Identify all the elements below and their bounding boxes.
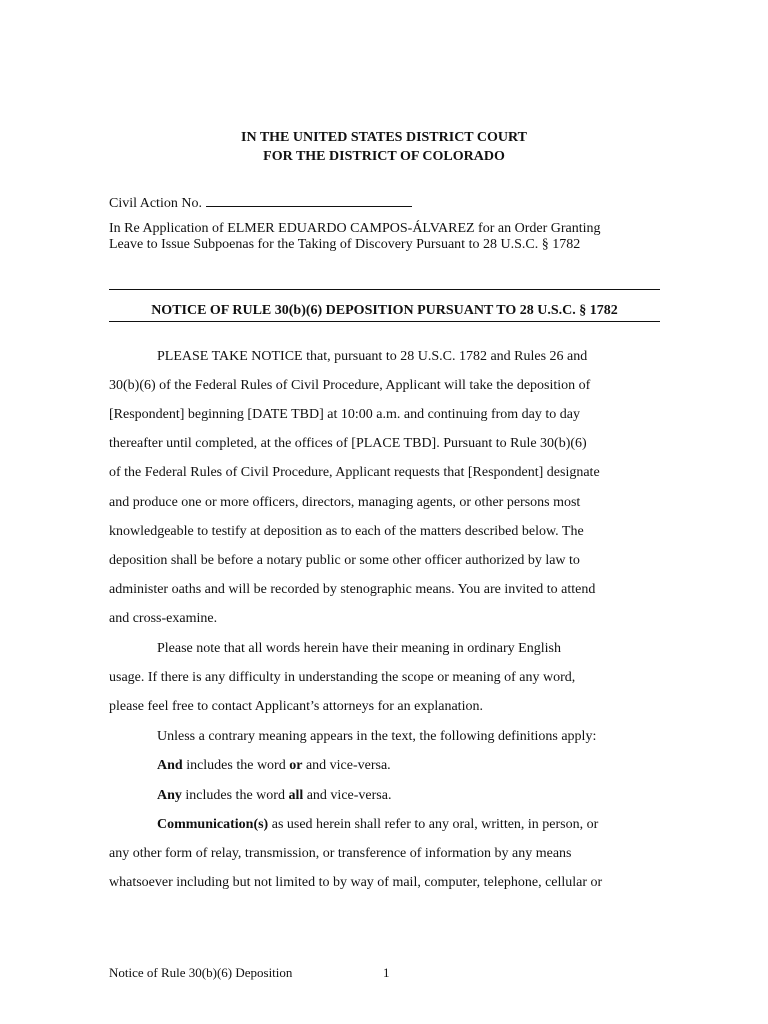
body-line: any other form of relay, transmission, or transference of information by any means [109, 846, 572, 861]
court-name-line-2: FOR THE DISTRICT OF COLORADO [263, 149, 505, 164]
body-line: and produce one or more officers, directors, managing agents, or other persons most [109, 495, 581, 510]
civil-action-label: Civil Action No. [109, 196, 202, 211]
in-re-line-1: In Re Application of ELMER EDUARDO CAMPOS-ÁLVAREZ for an Order Granting [109, 221, 601, 236]
body-line: deposition shall be before a notary public or some other officer authorized by law to [109, 553, 580, 568]
body-line: PLEASE TAKE NOTICE that, pursuant to 28 U.S.C. 1782 and Rules 26 and [157, 349, 588, 364]
body-line: Unless a contrary meaning appears in the text, the following definitions apply: [157, 729, 597, 744]
body-line: of the Federal Rules of Civil Procedure, Applicant requests that [Respondent] designate [109, 465, 600, 480]
definition-text: and vice-versa. [303, 788, 392, 803]
defined-term: all [288, 788, 304, 803]
body-line: administer oaths and will be recorded by stenographic means. You are invited to attend [109, 582, 596, 597]
page-number: 1 [383, 965, 390, 980]
definition-text: includes the word [181, 788, 289, 803]
title-rule-top [109, 289, 660, 290]
footer-label: Notice of Rule 30(b)(6) Deposition [109, 965, 293, 980]
body-line: and cross-examine. [109, 611, 218, 626]
definition-text: and vice-versa. [302, 758, 391, 773]
civil-action-number-blank [206, 192, 412, 207]
body-line: 30(b)(6) of the Federal Rules of Civil Procedure, Applicant will take the deposition of [109, 378, 591, 393]
body-line: usage. If there is any difficulty in understanding the scope or meaning of any word, [109, 670, 576, 685]
title-rule-bottom [109, 321, 660, 322]
defined-term: Any [157, 788, 182, 803]
definition-any [157, 788, 391, 804]
defined-term: And [157, 758, 183, 773]
definition-communications [157, 817, 598, 833]
court-name-line-1: IN THE UNITED STATES DISTRICT COURT [241, 130, 527, 145]
definition-text: as used herein shall refer to any oral, written, in person, or [268, 817, 599, 832]
body-line: whatsoever including but not limited to by way of mail, computer, telephone, cellular or [109, 875, 603, 890]
in-re-line-2: Leave to Issue Subpoenas for the Taking of Discovery Pursuant to 28 U.S.C. § 1782 [109, 237, 581, 252]
body-line: please feel free to contact Applicant’s attorneys for an explanation. [109, 699, 483, 714]
defined-term: Communication(s) [157, 817, 269, 832]
civil-action-line [109, 192, 412, 212]
definition-text: includes the word [182, 758, 290, 773]
notice-title: NOTICE OF RULE 30(b)(6) DEPOSITION PURSUANT TO 28 U.S.C. § 1782 [151, 303, 618, 318]
defined-term: or [289, 758, 303, 773]
definition-and [157, 758, 391, 774]
body-line: thereafter until completed, at the offices of [PLACE TBD]. Pursuant to Rule 30(b)(6) [109, 436, 587, 451]
body-line: [Respondent] beginning [DATE TBD] at 10:00 a.m. and continuing from day to day [109, 407, 580, 422]
body-line: Please note that all words herein have their meaning in ordinary English [157, 641, 561, 656]
body-line: knowledgeable to testify at deposition as to each of the matters described below. The [109, 524, 584, 539]
